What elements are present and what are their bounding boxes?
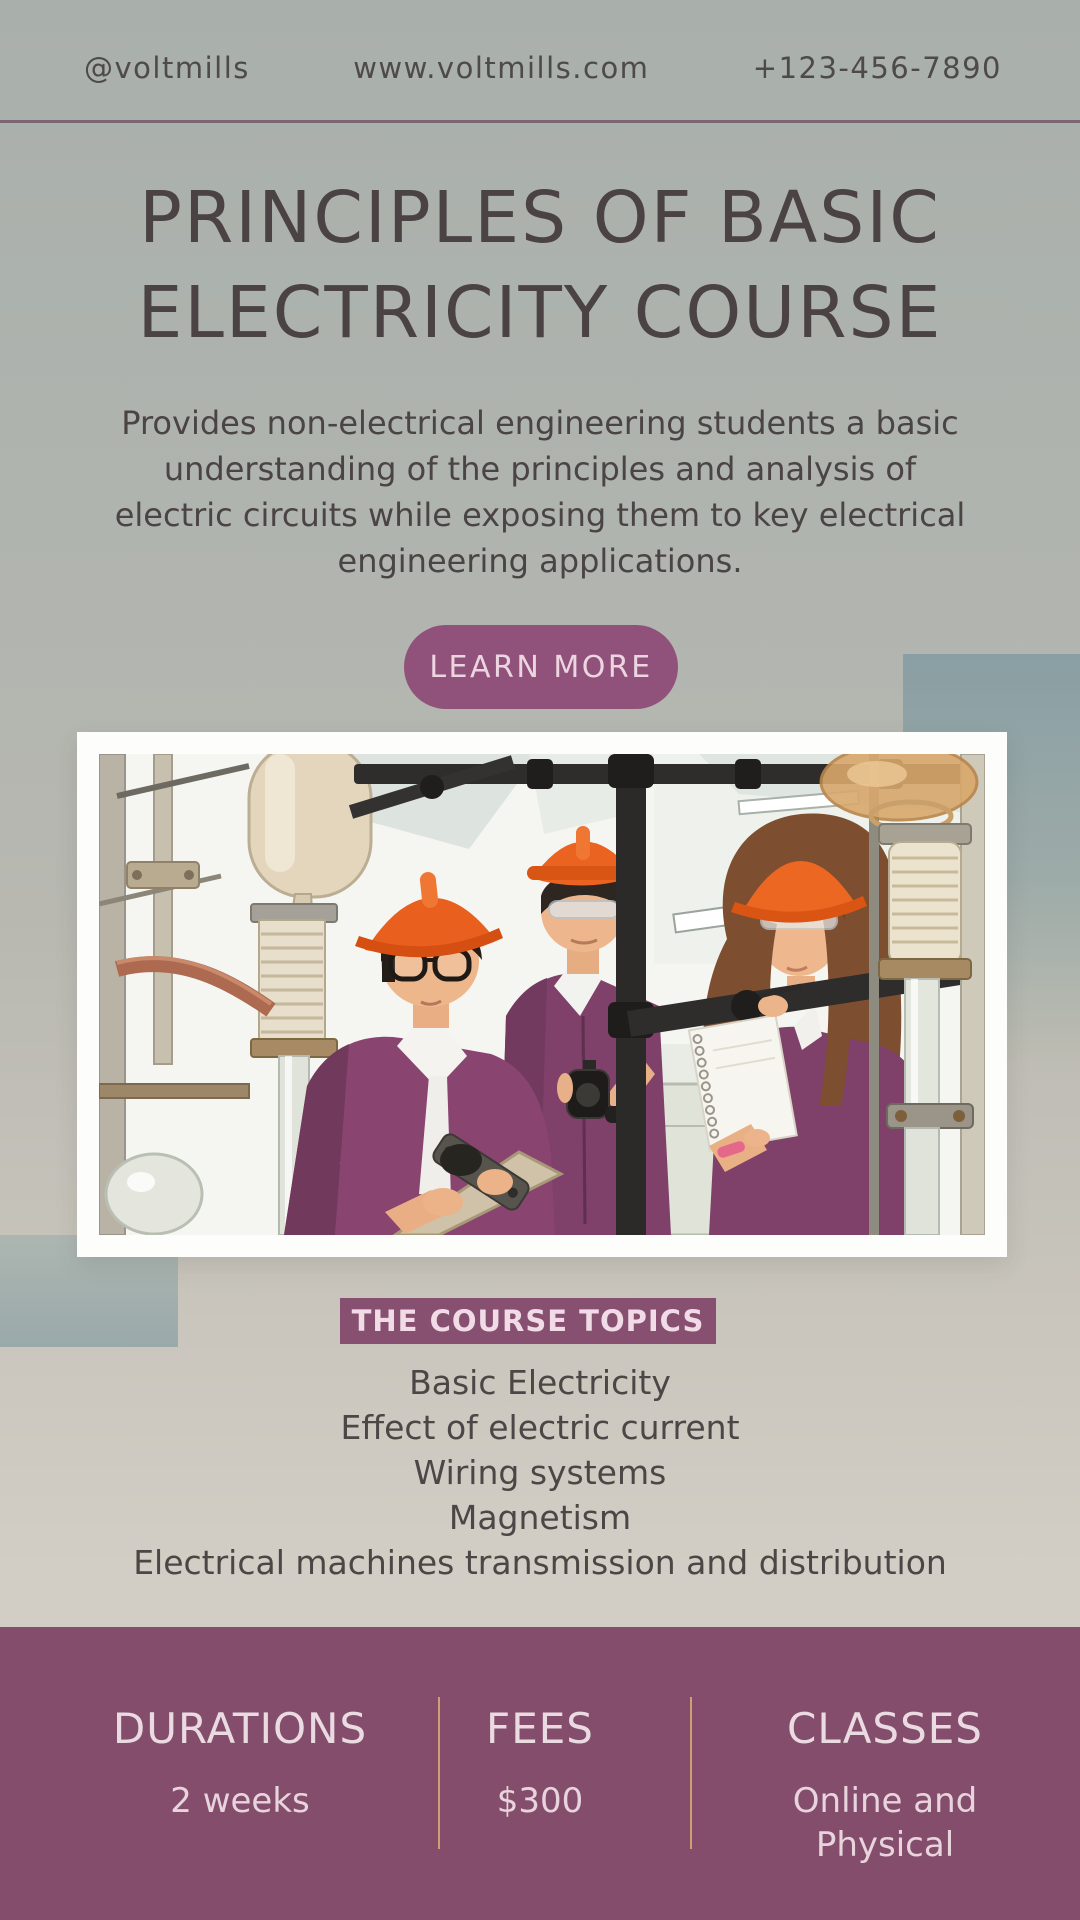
topic-item: Basic Electricity [409,1363,671,1402]
footer-divider-2 [690,1697,692,1849]
header-bar [0,0,1080,122]
title-line-2: ELECTRICITY COURSE [137,271,943,354]
lab-photo-illustration [99,754,985,1235]
footer-info-band [0,1627,1080,1920]
topic-item: Wiring systems [413,1453,667,1492]
page-title [0,170,1080,360]
website-url: www.voltmills.com [353,51,650,85]
title-line-1: PRINCIPLES OF BASIC [139,176,941,259]
classes-value: Online and Physical [792,1781,978,1865]
description-line: engineering applications. [337,542,743,580]
topic-item: Electrical machines transmission and distribution [133,1543,947,1582]
course-photo-frame [77,732,1007,1257]
description-line: understanding of the principles and analysis of [163,450,917,488]
fees-value: $300 [496,1781,584,1821]
description-line: electric circuits while exposing them to key electrical [114,496,966,534]
topic-item: Effect of electric current [340,1408,740,1447]
header-divider [0,120,1080,123]
fees-column [420,1705,660,1823]
topics-list [0,1360,1080,1585]
social-handle: @voltmills [84,51,250,85]
fees-label: FEES [486,1704,594,1753]
durations-label: DURATIONS [112,1704,368,1753]
topic-item: Magnetism [448,1498,632,1537]
classes-label: CLASSES [787,1704,983,1753]
phone-number: +123-456-7890 [752,51,1002,85]
classes-column [770,1705,1000,1867]
topics-heading-banner: THE COURSE TOPICS [340,1298,716,1344]
durations-value: 2 weeks [170,1781,310,1821]
course-description [0,400,1080,584]
learn-more-button[interactable]: LEARN MORE [404,625,678,709]
description-line: Provides non-electrical engineering students a basic [121,404,959,442]
durations-column [90,1705,390,1823]
